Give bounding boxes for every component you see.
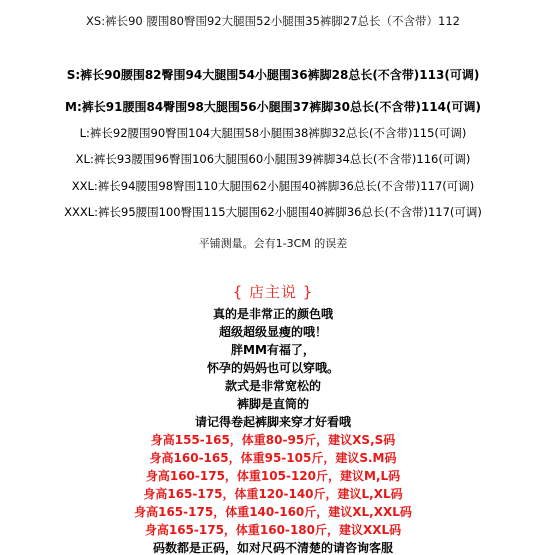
measurement-note: 平铺测量。会有1-3CM 的误差 (198, 237, 348, 250)
shop-note-line: 裤脚是直筒的 (236, 397, 309, 411)
size-line-l: L:裤长92腰围90臀围104大腿围58小腿围38裤脚32总长(不含带)115(可调) (79, 126, 467, 140)
shop-note-line: 胖MM有福了， (231, 343, 315, 357)
size-recommendation: 身高165-175，体重160-180斤，建议XXL码 (144, 523, 402, 537)
size-line-s: S:裤长90腰围82臀围94大腿围54小腿围36裤脚28总长(不含带)113(可调) (66, 68, 480, 82)
size-recommendation: 身高160-175，体重105-120斤，建议M,L码 (145, 469, 401, 483)
size-line-xl: XL:裤长93腰围96臀围106大腿围60小腿围39裤脚34总长(不含带)116(可调) (75, 152, 471, 166)
shop-note-line: 怀孕的妈妈也可以穿哦。 (206, 361, 339, 375)
size-recommendation: 身高155-165，体重80-95斤，建议XS,S码 (150, 433, 396, 447)
shop-owner-heading: { 店主说 } (232, 283, 314, 301)
size-recommendation: 身高165-175，体重120-140斤，建议L,XL码 (143, 487, 403, 501)
shop-note-line: 真的是非常正的颜色哦 (212, 307, 333, 321)
size-line-xxl: XXL:裤长94腰围98臀围110大腿围62小腿围40裤脚36总长(不含带)117(可调) (71, 179, 475, 193)
shop-note-line: 超级超级显瘦的哦！ (218, 325, 327, 339)
shop-note-line: 请记得卷起裤脚来穿才好看哦 (194, 415, 351, 429)
size-line-xs: XS:裤长90 腰围80臀围92大腿围52小腿围35裤脚27总长（不含带）112 (86, 14, 460, 28)
size-line-m: M:裤长91腰围84臀围98大腿围56小腿围37裤脚30总长(不含带)114(可调) (65, 100, 481, 114)
size-recommendation: 身高160-165，体重95-105斤，建议S.M码 (149, 451, 397, 465)
size-line-xxxl: XXXL:裤长95腰围100臀围115大腿围62小腿围40裤脚36总长(不含带)117(可调) (64, 205, 482, 219)
shop-note-line: 款式是非常宽松的 (224, 379, 321, 393)
footer-sizing-note: 码数都是正码，如对尺码不清楚的请咨询客服 (152, 541, 393, 555)
size-recommendation: 身高165-175，体重140-160斤，建议XL,XXL码 (134, 505, 412, 519)
